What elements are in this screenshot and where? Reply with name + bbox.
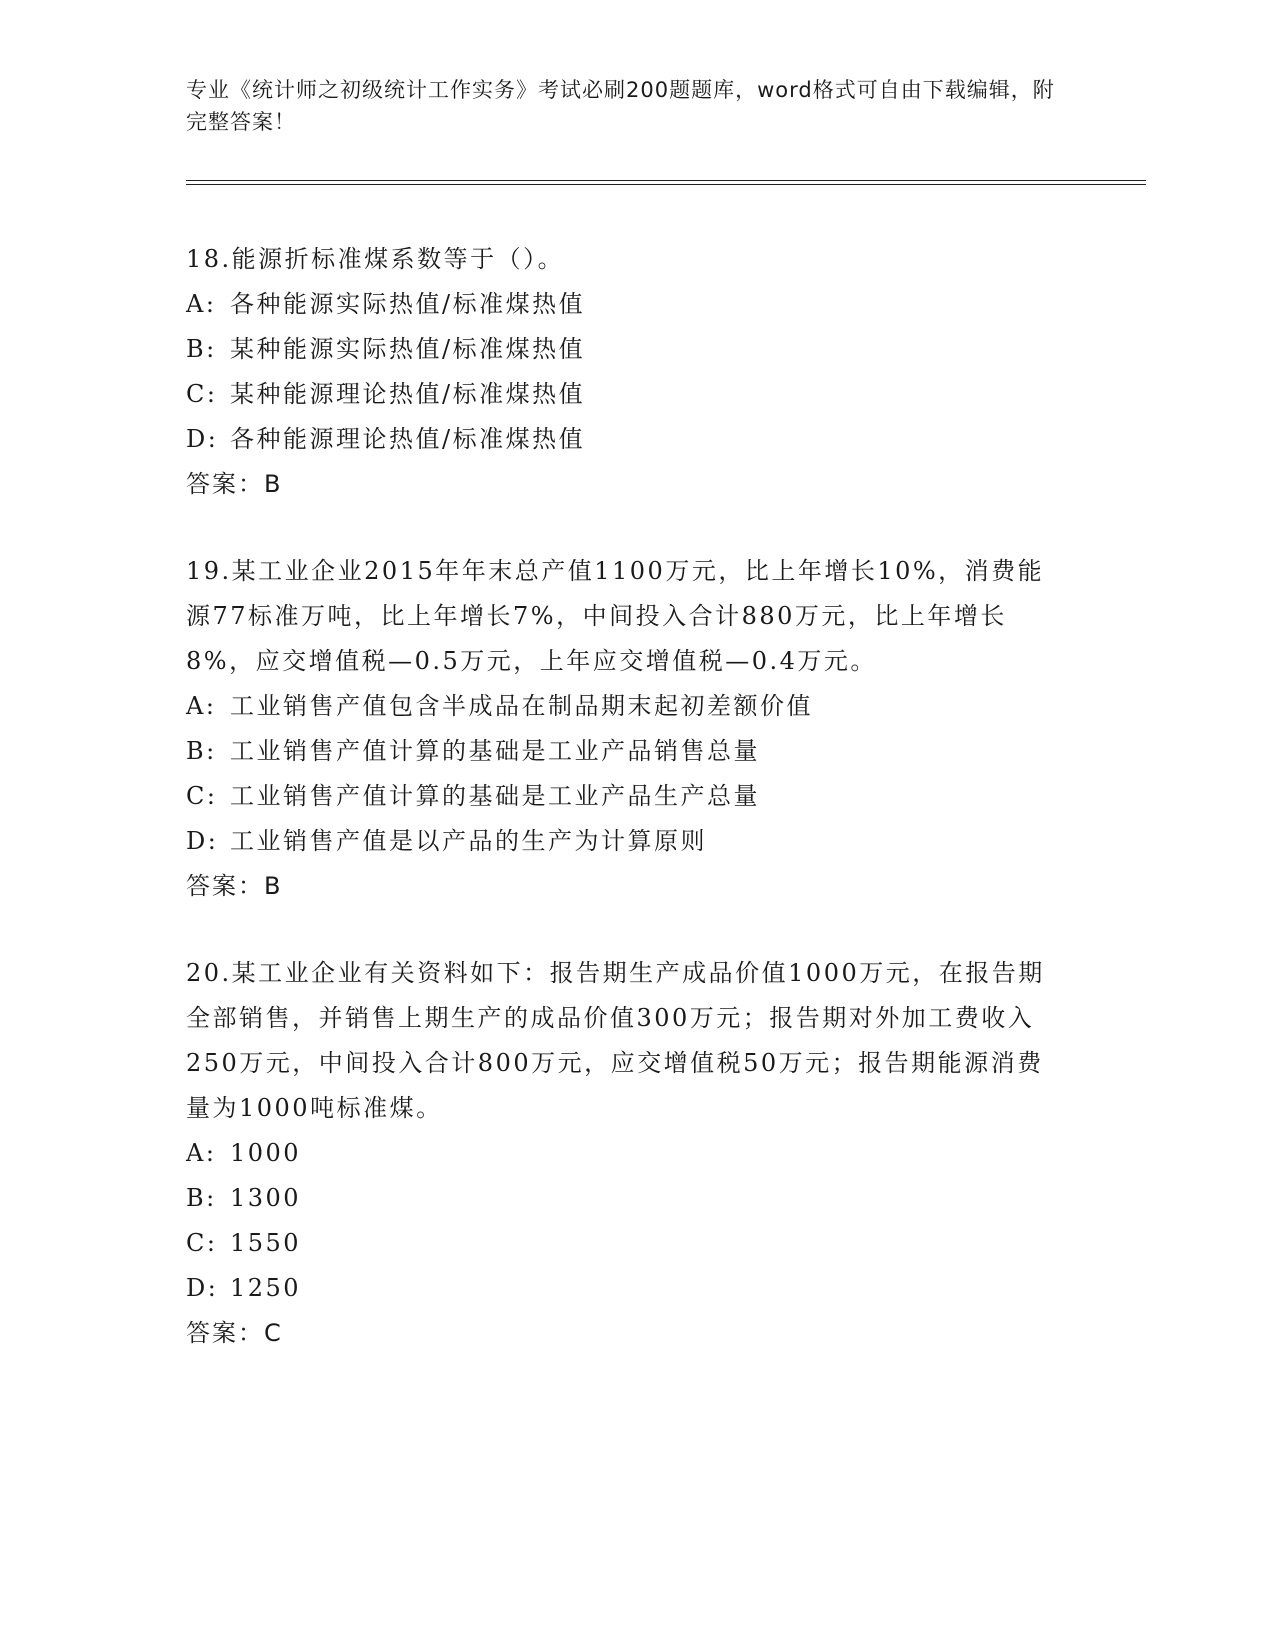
option-c — [186, 774, 1146, 819]
option-letter: A: — [186, 692, 217, 720]
option-letter: C: — [186, 782, 218, 810]
option-letter: B: — [186, 737, 217, 765]
option-text: 1300 — [230, 1184, 302, 1212]
option-letter: D: — [186, 1274, 219, 1302]
question-stem: 20.某工业企业有关资料如下：报告期生产成品价值1000万元，在报告期全部销售，并销售上期生产的成品价值300万元；报告期对外加工费收入250万元，中间投入合计800万元，应交增值税50万元；报告期能源消费量为1000吨标准煤。 — [186, 959, 1045, 1122]
question-list — [186, 237, 1146, 1356]
option-text: 各种能源实际热值/标准煤热值 — [230, 290, 586, 318]
question-stem: 18.能源折标准煤系数等于（）。 — [186, 245, 565, 273]
option-letter: D: — [186, 425, 219, 453]
option-c — [186, 372, 1146, 417]
answer-line: 答案：B — [186, 470, 283, 498]
option-text: 1250 — [230, 1274, 302, 1302]
option-d — [186, 417, 1146, 462]
answer-line: 答案：C — [186, 1319, 283, 1347]
option-letter: B: — [186, 1184, 217, 1212]
option-letter: A: — [186, 290, 217, 318]
option-d — [186, 819, 1146, 864]
option-text: 各种能源理论热值/标准煤热值 — [230, 425, 586, 453]
option-text: 某种能源实际热值/标准煤热值 — [230, 335, 586, 363]
option-text: 工业销售产值计算的基础是工业产品生产总量 — [230, 782, 760, 810]
question-20 — [186, 951, 1146, 1356]
question-stem: 19.某工业企业2015年年末总产值1100万元，比上年增长10%，消费能源77标准万吨，比上年增长7%，中间投入合计880万元，比上年增长8%，应交增值税—0.5万元，上年应交增值税—0.4万元。 — [186, 557, 1045, 675]
option-letter: C: — [186, 380, 218, 408]
option-c — [186, 1221, 1146, 1266]
option-letter: A: — [186, 1139, 217, 1167]
document-page — [186, 74, 1146, 1398]
option-text: 工业销售产值包含半成品在制品期末起初差额价值 — [230, 692, 813, 720]
header-double-rule — [186, 180, 1146, 185]
question-18 — [186, 237, 1146, 507]
option-letter: D: — [186, 827, 219, 855]
option-text: 某种能源理论热值/标准煤热值 — [230, 380, 586, 408]
option-letter: B: — [186, 335, 217, 363]
option-letter: C: — [186, 1229, 218, 1257]
answer-line: 答案：B — [186, 872, 283, 900]
option-b — [186, 729, 1146, 774]
option-d — [186, 1266, 1146, 1311]
option-text: 工业销售产值计算的基础是工业产品销售总量 — [230, 737, 760, 765]
option-a — [186, 282, 1146, 327]
question-19 — [186, 549, 1146, 909]
option-text: 1000 — [230, 1139, 302, 1167]
document-header: 专业《统计师之初级统计工作实务》考试必刷200题题库，word格式可自由下载编辑，附完整答案！ — [186, 78, 1055, 134]
option-a — [186, 1131, 1146, 1176]
option-text: 1550 — [230, 1229, 302, 1257]
option-b — [186, 327, 1146, 372]
option-b — [186, 1176, 1146, 1221]
option-a — [186, 684, 1146, 729]
option-text: 工业销售产值是以产品的生产为计算原则 — [230, 827, 707, 855]
